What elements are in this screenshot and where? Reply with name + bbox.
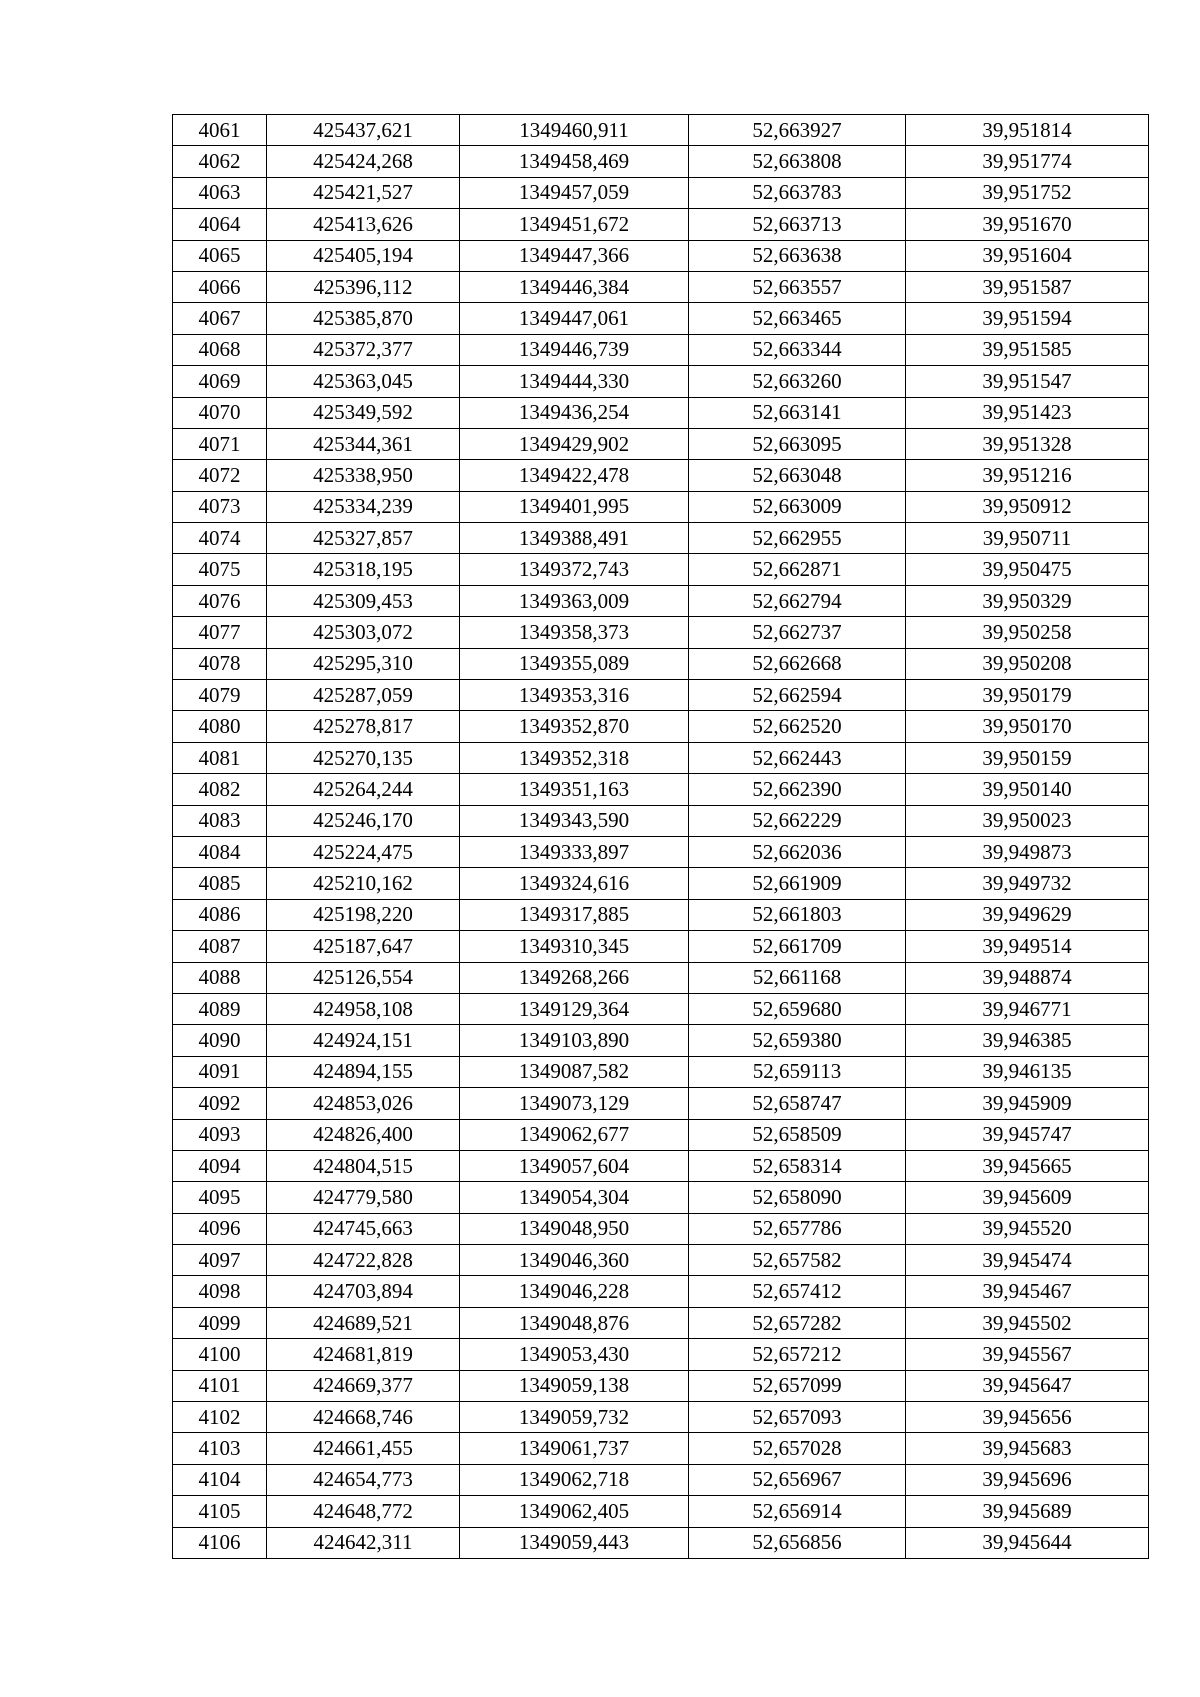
y-coordinate-cell: 1349429,902 [460, 428, 689, 459]
y-coordinate-cell: 1349053,430 [460, 1339, 689, 1370]
table-row [173, 868, 1149, 899]
x-coordinate-cell: 424654,773 [267, 1464, 460, 1495]
y-coordinate-cell: 1349355,089 [460, 648, 689, 679]
longitude-cell: 39,945647 [906, 1370, 1149, 1401]
longitude-cell: 39,945567 [906, 1339, 1149, 1370]
latitude-cell: 52,662871 [689, 554, 906, 585]
table-row [173, 554, 1149, 585]
x-coordinate-cell: 424804,515 [267, 1150, 460, 1181]
table-row [173, 1496, 1149, 1527]
x-coordinate-cell: 425421,527 [267, 177, 460, 208]
point-number-cell: 4063 [173, 177, 267, 208]
x-coordinate-cell: 424669,377 [267, 1370, 460, 1401]
point-number-cell: 4087 [173, 931, 267, 962]
table-row [173, 1464, 1149, 1495]
latitude-cell: 52,656856 [689, 1527, 906, 1558]
point-number-cell: 4091 [173, 1056, 267, 1087]
latitude-cell: 52,657582 [689, 1245, 906, 1276]
longitude-cell: 39,951547 [906, 366, 1149, 397]
latitude-cell: 52,656967 [689, 1464, 906, 1495]
point-number-cell: 4073 [173, 491, 267, 522]
x-coordinate-cell: 425309,453 [267, 585, 460, 616]
latitude-cell: 52,662443 [689, 742, 906, 773]
x-coordinate-cell: 425278,817 [267, 711, 460, 742]
latitude-cell: 52,663783 [689, 177, 906, 208]
point-number-cell: 4088 [173, 962, 267, 993]
latitude-cell: 52,656914 [689, 1496, 906, 1527]
table-row [173, 303, 1149, 334]
x-coordinate-cell: 424722,828 [267, 1245, 460, 1276]
latitude-cell: 52,658090 [689, 1182, 906, 1213]
table-row [173, 271, 1149, 302]
x-coordinate-cell: 424958,108 [267, 993, 460, 1024]
y-coordinate-cell: 1349363,009 [460, 585, 689, 616]
point-number-cell: 4069 [173, 366, 267, 397]
x-coordinate-cell: 424668,746 [267, 1402, 460, 1433]
y-coordinate-cell: 1349062,405 [460, 1496, 689, 1527]
table-row [173, 931, 1149, 962]
longitude-cell: 39,950208 [906, 648, 1149, 679]
table-row [173, 1150, 1149, 1181]
x-coordinate-cell: 425363,045 [267, 366, 460, 397]
latitude-cell: 52,662520 [689, 711, 906, 742]
longitude-cell: 39,950475 [906, 554, 1149, 585]
point-number-cell: 4068 [173, 334, 267, 365]
y-coordinate-cell: 1349451,672 [460, 209, 689, 240]
table-row [173, 1527, 1149, 1558]
longitude-cell: 39,945609 [906, 1182, 1149, 1213]
table-row [173, 146, 1149, 177]
longitude-cell: 39,950159 [906, 742, 1149, 773]
y-coordinate-cell: 1349046,228 [460, 1276, 689, 1307]
x-coordinate-cell: 424642,311 [267, 1527, 460, 1558]
longitude-cell: 39,946135 [906, 1056, 1149, 1087]
table-row [173, 366, 1149, 397]
latitude-cell: 52,657093 [689, 1402, 906, 1433]
longitude-cell: 39,949514 [906, 931, 1149, 962]
table-row [173, 1370, 1149, 1401]
x-coordinate-cell: 425224,475 [267, 836, 460, 867]
latitude-cell: 52,663927 [689, 115, 906, 146]
latitude-cell: 52,661168 [689, 962, 906, 993]
latitude-cell: 52,658509 [689, 1119, 906, 1150]
x-coordinate-cell: 425246,170 [267, 805, 460, 836]
x-coordinate-cell: 425295,310 [267, 648, 460, 679]
y-coordinate-cell: 1349062,677 [460, 1119, 689, 1150]
point-number-cell: 4081 [173, 742, 267, 773]
longitude-cell: 39,945665 [906, 1150, 1149, 1181]
y-coordinate-cell: 1349352,318 [460, 742, 689, 773]
x-coordinate-cell: 425413,626 [267, 209, 460, 240]
point-number-cell: 4065 [173, 240, 267, 271]
y-coordinate-cell: 1349317,885 [460, 899, 689, 930]
x-coordinate-cell: 425338,950 [267, 460, 460, 491]
latitude-cell: 52,657212 [689, 1339, 906, 1370]
longitude-cell: 39,950912 [906, 491, 1149, 522]
x-coordinate-cell: 425270,135 [267, 742, 460, 773]
latitude-cell: 52,659680 [689, 993, 906, 1024]
point-number-cell: 4061 [173, 115, 267, 146]
latitude-cell: 52,662794 [689, 585, 906, 616]
x-coordinate-cell: 425303,072 [267, 617, 460, 648]
x-coordinate-cell: 424661,455 [267, 1433, 460, 1464]
x-coordinate-cell: 425405,194 [267, 240, 460, 271]
table-row [173, 491, 1149, 522]
point-number-cell: 4095 [173, 1182, 267, 1213]
table-row [173, 617, 1149, 648]
latitude-cell: 52,663141 [689, 397, 906, 428]
point-number-cell: 4071 [173, 428, 267, 459]
table-row [173, 460, 1149, 491]
point-number-cell: 4062 [173, 146, 267, 177]
x-coordinate-cell: 424703,894 [267, 1276, 460, 1307]
latitude-cell: 52,662668 [689, 648, 906, 679]
longitude-cell: 39,950170 [906, 711, 1149, 742]
latitude-cell: 52,663465 [689, 303, 906, 334]
x-coordinate-cell: 425318,195 [267, 554, 460, 585]
latitude-cell: 52,663713 [689, 209, 906, 240]
table-row [173, 1307, 1149, 1338]
table-row [173, 209, 1149, 240]
latitude-cell: 52,658747 [689, 1088, 906, 1119]
y-coordinate-cell: 1349353,316 [460, 680, 689, 711]
y-coordinate-cell: 1349048,950 [460, 1213, 689, 1244]
y-coordinate-cell: 1349343,590 [460, 805, 689, 836]
x-coordinate-cell: 425372,377 [267, 334, 460, 365]
y-coordinate-cell: 1349054,304 [460, 1182, 689, 1213]
table-row [173, 742, 1149, 773]
y-coordinate-cell: 1349061,737 [460, 1433, 689, 1464]
y-coordinate-cell: 1349358,373 [460, 617, 689, 648]
y-coordinate-cell: 1349372,743 [460, 554, 689, 585]
y-coordinate-cell: 1349446,384 [460, 271, 689, 302]
latitude-cell: 52,659113 [689, 1056, 906, 1087]
point-number-cell: 4093 [173, 1119, 267, 1150]
point-number-cell: 4077 [173, 617, 267, 648]
table-row [173, 334, 1149, 365]
longitude-cell: 39,949873 [906, 836, 1149, 867]
x-coordinate-cell: 425187,647 [267, 931, 460, 962]
y-coordinate-cell: 1349087,582 [460, 1056, 689, 1087]
table-row [173, 1056, 1149, 1087]
x-coordinate-cell: 425327,857 [267, 523, 460, 554]
latitude-cell: 52,662594 [689, 680, 906, 711]
table-row [173, 711, 1149, 742]
longitude-cell: 39,950711 [906, 523, 1149, 554]
point-number-cell: 4106 [173, 1527, 267, 1558]
point-number-cell: 4072 [173, 460, 267, 491]
table-row [173, 115, 1149, 146]
x-coordinate-cell: 425210,162 [267, 868, 460, 899]
latitude-cell: 52,663009 [689, 491, 906, 522]
point-number-cell: 4098 [173, 1276, 267, 1307]
table-row [173, 523, 1149, 554]
y-coordinate-cell: 1349460,911 [460, 115, 689, 146]
y-coordinate-cell: 1349073,129 [460, 1088, 689, 1119]
latitude-cell: 52,657028 [689, 1433, 906, 1464]
longitude-cell: 39,949629 [906, 899, 1149, 930]
x-coordinate-cell: 425264,244 [267, 774, 460, 805]
coordinates-table-body [173, 115, 1149, 1559]
x-coordinate-cell: 424894,155 [267, 1056, 460, 1087]
latitude-cell: 52,659380 [689, 1025, 906, 1056]
longitude-cell: 39,945683 [906, 1433, 1149, 1464]
y-coordinate-cell: 1349447,061 [460, 303, 689, 334]
table-row [173, 1245, 1149, 1276]
latitude-cell: 52,662390 [689, 774, 906, 805]
table-row [173, 1119, 1149, 1150]
longitude-cell: 39,945644 [906, 1527, 1149, 1558]
table-row [173, 585, 1149, 616]
x-coordinate-cell: 424681,819 [267, 1339, 460, 1370]
point-number-cell: 4079 [173, 680, 267, 711]
latitude-cell: 52,657786 [689, 1213, 906, 1244]
point-number-cell: 4086 [173, 899, 267, 930]
longitude-cell: 39,951604 [906, 240, 1149, 271]
table-row [173, 1025, 1149, 1056]
table-row [173, 1088, 1149, 1119]
x-coordinate-cell: 425287,059 [267, 680, 460, 711]
latitude-cell: 52,663260 [689, 366, 906, 397]
longitude-cell: 39,950179 [906, 680, 1149, 711]
latitude-cell: 52,663344 [689, 334, 906, 365]
y-coordinate-cell: 1349268,266 [460, 962, 689, 993]
table-row [173, 680, 1149, 711]
point-number-cell: 4101 [173, 1370, 267, 1401]
longitude-cell: 39,945467 [906, 1276, 1149, 1307]
longitude-cell: 39,945689 [906, 1496, 1149, 1527]
point-number-cell: 4080 [173, 711, 267, 742]
point-number-cell: 4078 [173, 648, 267, 679]
latitude-cell: 52,657412 [689, 1276, 906, 1307]
x-coordinate-cell: 425198,220 [267, 899, 460, 930]
point-number-cell: 4067 [173, 303, 267, 334]
y-coordinate-cell: 1349059,732 [460, 1402, 689, 1433]
y-coordinate-cell: 1349324,616 [460, 868, 689, 899]
point-number-cell: 4104 [173, 1464, 267, 1495]
latitude-cell: 52,662036 [689, 836, 906, 867]
point-number-cell: 4103 [173, 1433, 267, 1464]
longitude-cell: 39,950329 [906, 585, 1149, 616]
y-coordinate-cell: 1349059,138 [460, 1370, 689, 1401]
y-coordinate-cell: 1349446,739 [460, 334, 689, 365]
y-coordinate-cell: 1349436,254 [460, 397, 689, 428]
x-coordinate-cell: 424779,580 [267, 1182, 460, 1213]
longitude-cell: 39,945502 [906, 1307, 1149, 1338]
x-coordinate-cell: 425437,621 [267, 115, 460, 146]
point-number-cell: 4066 [173, 271, 267, 302]
latitude-cell: 52,657099 [689, 1370, 906, 1401]
point-number-cell: 4075 [173, 554, 267, 585]
table-row [173, 1213, 1149, 1244]
x-coordinate-cell: 424853,026 [267, 1088, 460, 1119]
point-number-cell: 4084 [173, 836, 267, 867]
latitude-cell: 52,661909 [689, 868, 906, 899]
point-number-cell: 4094 [173, 1150, 267, 1181]
y-coordinate-cell: 1349388,491 [460, 523, 689, 554]
y-coordinate-cell: 1349103,890 [460, 1025, 689, 1056]
table-row [173, 899, 1149, 930]
longitude-cell: 39,951423 [906, 397, 1149, 428]
latitude-cell: 52,663557 [689, 271, 906, 302]
table-row [173, 397, 1149, 428]
latitude-cell: 52,663638 [689, 240, 906, 271]
x-coordinate-cell: 424648,772 [267, 1496, 460, 1527]
latitude-cell: 52,658314 [689, 1150, 906, 1181]
x-coordinate-cell: 425126,554 [267, 962, 460, 993]
y-coordinate-cell: 1349059,443 [460, 1527, 689, 1558]
longitude-cell: 39,946385 [906, 1025, 1149, 1056]
longitude-cell: 39,950258 [906, 617, 1149, 648]
y-coordinate-cell: 1349333,897 [460, 836, 689, 867]
x-coordinate-cell: 424745,663 [267, 1213, 460, 1244]
longitude-cell: 39,951587 [906, 271, 1149, 302]
longitude-cell: 39,951216 [906, 460, 1149, 491]
x-coordinate-cell: 424924,151 [267, 1025, 460, 1056]
table-row [173, 805, 1149, 836]
table-row [173, 428, 1149, 459]
x-coordinate-cell: 425334,239 [267, 491, 460, 522]
point-number-cell: 4083 [173, 805, 267, 836]
y-coordinate-cell: 1349401,995 [460, 491, 689, 522]
point-number-cell: 4102 [173, 1402, 267, 1433]
point-number-cell: 4097 [173, 1245, 267, 1276]
longitude-cell: 39,945520 [906, 1213, 1149, 1244]
table-row [173, 836, 1149, 867]
y-coordinate-cell: 1349447,366 [460, 240, 689, 271]
table-row [173, 993, 1149, 1024]
point-number-cell: 4105 [173, 1496, 267, 1527]
table-row [173, 774, 1149, 805]
latitude-cell: 52,663095 [689, 428, 906, 459]
point-number-cell: 4070 [173, 397, 267, 428]
longitude-cell: 39,951814 [906, 115, 1149, 146]
y-coordinate-cell: 1349310,345 [460, 931, 689, 962]
point-number-cell: 4082 [173, 774, 267, 805]
y-coordinate-cell: 1349422,478 [460, 460, 689, 491]
y-coordinate-cell: 1349352,870 [460, 711, 689, 742]
point-number-cell: 4090 [173, 1025, 267, 1056]
longitude-cell: 39,951585 [906, 334, 1149, 365]
x-coordinate-cell: 425344,361 [267, 428, 460, 459]
latitude-cell: 52,663048 [689, 460, 906, 491]
longitude-cell: 39,946771 [906, 993, 1149, 1024]
longitude-cell: 39,945696 [906, 1464, 1149, 1495]
longitude-cell: 39,948874 [906, 962, 1149, 993]
longitude-cell: 39,945474 [906, 1245, 1149, 1276]
point-number-cell: 4096 [173, 1213, 267, 1244]
point-number-cell: 4085 [173, 868, 267, 899]
y-coordinate-cell: 1349048,876 [460, 1307, 689, 1338]
longitude-cell: 39,951328 [906, 428, 1149, 459]
longitude-cell: 39,950023 [906, 805, 1149, 836]
table-row [173, 1276, 1149, 1307]
longitude-cell: 39,951670 [906, 209, 1149, 240]
longitude-cell: 39,951774 [906, 146, 1149, 177]
coordinates-table [172, 114, 1149, 1559]
table-row [173, 240, 1149, 271]
point-number-cell: 4100 [173, 1339, 267, 1370]
x-coordinate-cell: 424826,400 [267, 1119, 460, 1150]
y-coordinate-cell: 1349457,059 [460, 177, 689, 208]
x-coordinate-cell: 424689,521 [267, 1307, 460, 1338]
longitude-cell: 39,945656 [906, 1402, 1149, 1433]
x-coordinate-cell: 425396,112 [267, 271, 460, 302]
table-row [173, 1182, 1149, 1213]
y-coordinate-cell: 1349444,330 [460, 366, 689, 397]
latitude-cell: 52,662229 [689, 805, 906, 836]
point-number-cell: 4076 [173, 585, 267, 616]
longitude-cell: 39,951594 [906, 303, 1149, 334]
point-number-cell: 4074 [173, 523, 267, 554]
table-row [173, 1339, 1149, 1370]
table-row [173, 1433, 1149, 1464]
latitude-cell: 52,661709 [689, 931, 906, 962]
point-number-cell: 4099 [173, 1307, 267, 1338]
latitude-cell: 52,663808 [689, 146, 906, 177]
point-number-cell: 4064 [173, 209, 267, 240]
longitude-cell: 39,950140 [906, 774, 1149, 805]
longitude-cell: 39,945909 [906, 1088, 1149, 1119]
longitude-cell: 39,949732 [906, 868, 1149, 899]
latitude-cell: 52,661803 [689, 899, 906, 930]
latitude-cell: 52,657282 [689, 1307, 906, 1338]
table-row [173, 962, 1149, 993]
latitude-cell: 52,662955 [689, 523, 906, 554]
table-row [173, 648, 1149, 679]
longitude-cell: 39,951752 [906, 177, 1149, 208]
x-coordinate-cell: 425349,592 [267, 397, 460, 428]
table-row [173, 177, 1149, 208]
longitude-cell: 39,945747 [906, 1119, 1149, 1150]
table-row [173, 1402, 1149, 1433]
y-coordinate-cell: 1349351,163 [460, 774, 689, 805]
point-number-cell: 4092 [173, 1088, 267, 1119]
y-coordinate-cell: 1349458,469 [460, 146, 689, 177]
y-coordinate-cell: 1349129,364 [460, 993, 689, 1024]
y-coordinate-cell: 1349062,718 [460, 1464, 689, 1495]
x-coordinate-cell: 425424,268 [267, 146, 460, 177]
point-number-cell: 4089 [173, 993, 267, 1024]
y-coordinate-cell: 1349057,604 [460, 1150, 689, 1181]
latitude-cell: 52,662737 [689, 617, 906, 648]
y-coordinate-cell: 1349046,360 [460, 1245, 689, 1276]
x-coordinate-cell: 425385,870 [267, 303, 460, 334]
